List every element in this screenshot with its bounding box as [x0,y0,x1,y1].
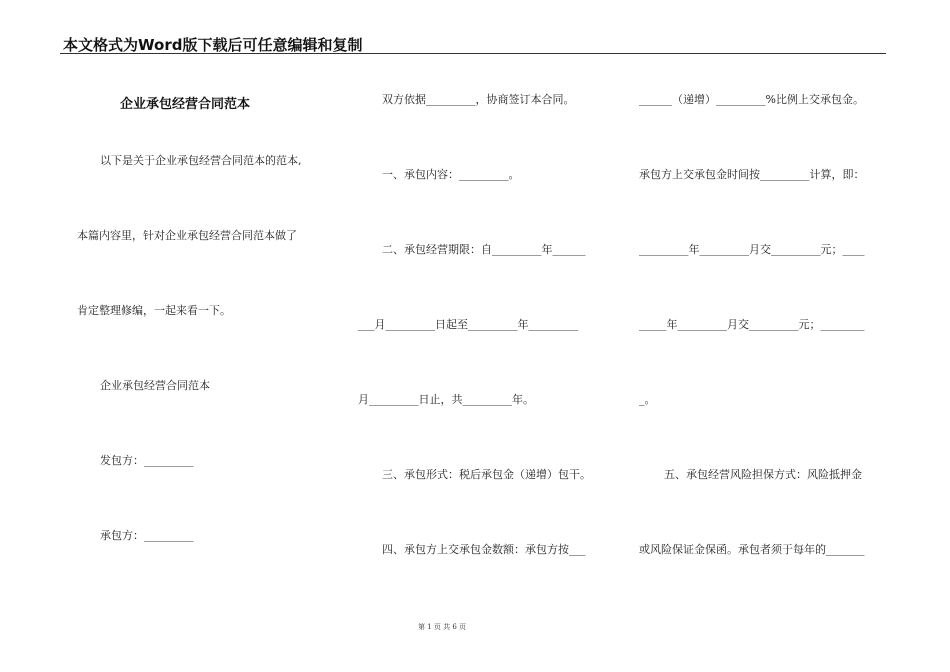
clause-3-form: 三、承包形式：税后承包金（递增）包干。 [382,468,591,481]
intro-line-3: 肯定整理修编，一起来看一下。 [77,304,231,317]
clause-4-amount: 四、承包方上交承包金数额：承包方按___ [382,543,586,556]
payment-schedule-2: _____年_________月交_________元；________ [639,318,865,331]
intro-line-1: 以下是关于企业承包经营合同范本的范本, [100,154,302,167]
contract-subtitle: 企业承包经营合同范本 [100,379,210,392]
clause-5-guarantee-cont: 或风险保证金保函。承包者须于每年的_______ [639,543,865,556]
payment-schedule-1: _________年_________月交_________元；____ [639,243,865,256]
document-header-title: 本文格式为Word版下载后可任意编辑和复制 [63,36,363,54]
clause-2-term-cont-1: ___月_________日起至_________年_________ [358,318,578,331]
header-divider [60,53,886,54]
page-number: 第 1 页 共 6 页 [417,623,467,631]
clause-2-term-cont-2: 月_________日止，共_________年。 [358,393,534,406]
clause-1-content: 一、承包内容：_________。 [382,168,520,181]
issuer-field: 发包方：_________ [100,454,194,467]
payment-schedule-end: _。 [639,393,656,406]
clause-5-guarantee: 五、承包经营风险担保方式：风险抵押金 [664,468,862,481]
clause-2-term: 二、承包经营期限：自_________年______ [382,243,586,256]
contract-title: 企业承包经营合同范本 [120,97,251,112]
clause-4-payment-time: 承包方上交承包金时间按_________计算，即： [639,168,865,181]
contractor-field: 承包方：_________ [100,529,194,542]
clause-4-amount-cont: ______（递增）_________%比例上交承包金。 [639,93,864,106]
intro-line-2: 本篇内容里，针对企业承包经营合同范本做了 [77,229,297,242]
clause-basis: 双方依据_________，协商签订本合同。 [382,93,575,106]
